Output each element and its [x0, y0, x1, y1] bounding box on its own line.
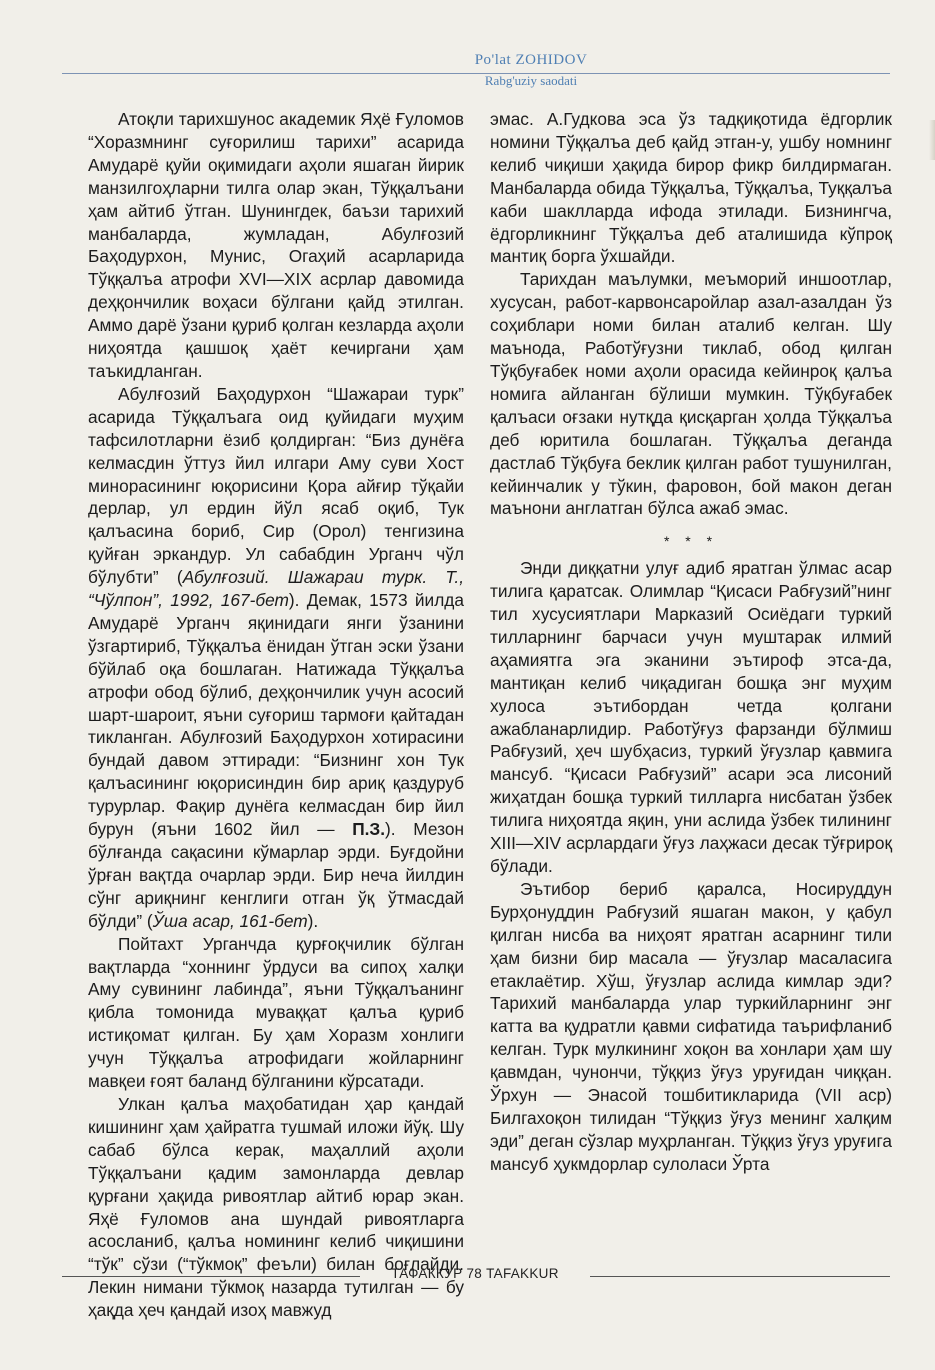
initials-bold: П.З. — [352, 819, 386, 840]
right-paragraph-2: Тарихдан маълумки, меъморий иншоотлар, хусусан, работ-карвонсаройлар азал-азалдан ўз соҳиблари номи билан аталиб келган. Шу маънода, Работўғузни тиклаб, обод қилган Тўқбуғабек номи аҳоли орасида кейинроқ қалъа номига айланган бўлиши мумкин. Тўқбуғабек қалъаси оғзаки нутқда қисқарган ҳолда Тўққалъа деб юритила бошлаган. Тўққалъа деганда дастлаб Тўқбуға беклик қилган работ тушунилган, кейинчалик у тўкин, фаровон, бой макон деган маънони англатган бўлса ажаб эмас. — [490, 269, 892, 519]
left-paragraph-2 — [88, 383, 464, 933]
header-subtitle: Rabg'uziy saodati — [484, 73, 578, 88]
running-header — [62, 52, 890, 89]
section-divider-stars: * * * — [663, 533, 719, 550]
footer-rule-left — [62, 1276, 360, 1277]
left-paragraph-2-part-b: ). Демак, 1573 йилда Амударё Урганч яқинидаги янги ўзанини ўзгартириб, Тўққалъа ёнидан ўтган эски ўзани бўйлаб оқа бошлаган. Натижада Тўққалъа атрофи обод бўлиб, деҳқончилик учун асосий шарт-шароит, яъни суғориш тармоғи қайтадан тикланган. Абулғозий Баҳодурхон хотирасини бундай давом эттиради: “Бизнинг хон Тук қалъасининг юқорисиндин бир ариқ қаздуруб турурлар. Фақир дунёга келмасдан бир йил бурун (яъни 1602 йил — — [88, 590, 464, 840]
page-edge-shadow — [929, 120, 935, 160]
left-column — [88, 108, 464, 1322]
left-paragraph-2-part-c: ). Мезон бўлғанда сақасини кўмарлар эрди. Буғдойни ўрған вақтда очарлар эрди. Бир неча йилдин сўнг ариқнинг кенглиги отган ўқ ўтмасдай бўлди” ( — [88, 819, 464, 931]
right-column — [490, 108, 892, 1176]
left-paragraph-2-part-d: ). — [307, 910, 319, 931]
page-footer — [62, 1266, 890, 1286]
right-paragraph-1: эмас. А.Гудкова эса ўз тадқиқотида ёдгорлик номини Тўққалъа деб қайд этган-у, ушбу номнинг келиб чиқиши ҳақида бирор фикр билдирмаган. Манбаларда обида Тўққалъа, Тўққалъа, Туққалъа каби шаклларда ифода этилади. Бизнингча, ёдгорликнинг Тўққалъа деб аталишида кўпроқ мантиқ борга ўхшайди. — [490, 109, 892, 267]
right-paragraph-3: Энди диққатни улуғ адиб яратган ўлмас асар тилига қаратсак. Олимлар “Қисаси Рабғузий”нинг тил хусусиятлари Марказий Осиёдаги туркий тилларнинг барчаси учун муштарак илмий аҳамиятга эга эканини эътироф этса-да, мантиқан келиб чиқадиган бошқа энг муҳим хулоса эътибордан четда қолгани ажабланарлидир. Работўғуз фарзанди бўлмиш Рабғузий, ҳеч шубҳасиз, туркий ўғузлар қавмига мансуб. “Қисаси Рабғузий” асари эса лисоний жиҳатдан бошқа туркий тилларга нисбатан ўзбек тилига ниҳоятда яқин, уни аслида ўзбек тилининг XIII—XIV асрлардаги ўғуз лаҳжаси десак тўғрироқ бўлади. — [490, 558, 892, 876]
footer-rule-right — [590, 1276, 890, 1277]
left-paragraph-3: Пойтахт Урганчда қурғоқчилик бўлган вақтларда “хоннинг ўрдуси ва сипоҳ халқи Аму сувининг лабинда”, яъни Тўққалъанинг қибла томонида муваққат қалъа қуриб истиқомат қилган. Бу ҳам Хоразм хонлиги учун Тўққалъа атрофидаги жойларнинг мавқеи ғоят баланд бўлганини кўрсатади. — [88, 933, 464, 1092]
right-paragraph-4: Эътибор бериб қаралса, Носируддун Бурҳонуддин Рабғузий яшаган макон, у қабул қилган нисба ва ниҳоят яратган асарнинг тили ҳам бизни бир масала — ўғузлар масаласига етаклаётир. Хўш, ўғузлар аслида кимлар эди? Тарихий манбаларда улар туркийларнинг энг катта ва қудратли қавми сифатида таърифланиб келган. Турк мулкининг хоқон ва хонлари ҳам шу қавмдан, чунончи, тўққиз ўғуз уруғидан чиққан. Ўрхун — Энасой тошбитикларида (VII аср) Билгахоқон тилидан “Тўққиз ўғуз менинг халқим эди” деган сўзлар муҳрланган. Тўққиз ўғуз уруғига мансуб ҳукмдорлар сулоласи Ўрта — [490, 878, 892, 1174]
page-folio: ТАФАККУР 78 TAFAKKUR — [391, 1266, 559, 1281]
header-rule — [62, 73, 890, 74]
citation-2: Ўша асар, 161-бет — [152, 910, 308, 931]
left-paragraph-4: Улкан қалъа маҳобатидан ҳар қандай кишининг ҳам ҳайратга тушмай иложи йўқ. Шу сабаб бўлса керак, маҳаллий аҳоли Тўққалъани қадим замонларда девлар қурғани ҳақида ривоятлар айтиб юрар экан. Яҳё Ғуломов ана шундай ривоятларга асосланиб, қалъа номининг келиб чиқишини “тўк” сўзи (“тўкмоқ” феъли) билан боғлайди. Лекин нимани тўкмоқ назарда тутилган — бу ҳақда ҳеч қандай изоҳ мавжуд — [88, 1093, 464, 1321]
citation-1: Абулғозий. Шажараи турк. Т., “Чўлпон”, 1992, 167-бет — [88, 567, 464, 611]
left-paragraph-2-part-a: Абулғозий Баҳодурхон “Шажараи турк” асарида Тўққалъага оид қуйидаги муҳим тафсилотларни ёзиб қолдирган: “Биз дунёға келмасдин ўттуз йил илгари Аму суви Хост минорасининг юқорисини Қора айғир тўқайи дерлар, ул ердин йўл ясаб оқиб, Тук қалъасина бориб, Сир (Орол) тенгизина қуйған эркандур. Ул сабабдин Урганч чўл бўлубти” ( — [88, 383, 464, 588]
header-author: Po'lat ZOHIDOV — [474, 52, 588, 68]
left-paragraph-1: Атоқли тарихшунос академик Яҳё Ғуломов “Хоразмнинг суғорилиш тарихи” асарида Амударё қуйи оқимидаги аҳоли яшаган йирик манзилгоҳларни тилга олар экан, Тўққалъани ҳам айтиб ўтган. Шунингдек, баъзи тарихий манбаларда, жумладан, Абулғозий Баҳодурхон, Мунис, Огаҳий асарларида Тўққалъа атрофи XVI—XIX асрлар давомида деҳқончилик воҳаси бўлгани қайд этилган. Аммо дарё ўзани қуриб қолган кезларда аҳоли ниҳоятда қашшоқ ҳаёт кечиргани ҳам таъкидланган. — [88, 109, 464, 381]
